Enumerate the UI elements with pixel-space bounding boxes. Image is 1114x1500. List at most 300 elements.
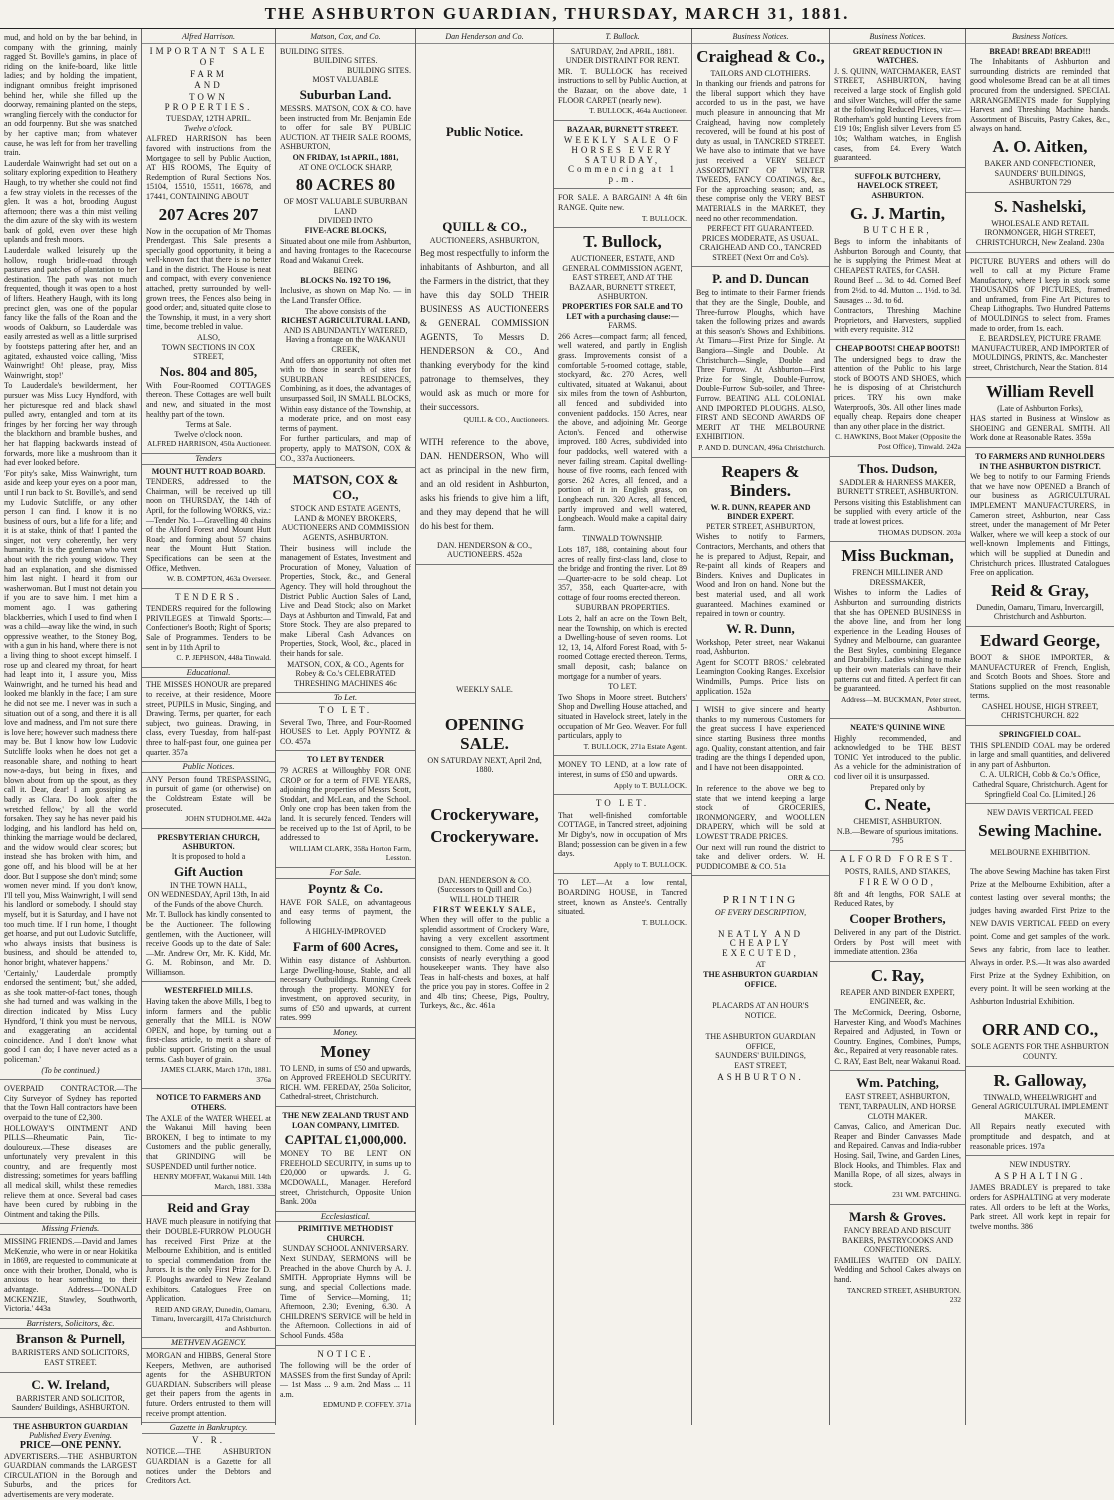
- dudson-subtitle: SADDLER & HARNESS MAKER, BURNETT STREET, ASHBURTON.: [836, 477, 959, 497]
- nashelski-title: S. Nashelski,: [993, 196, 1087, 216]
- signature: T. BULLOCK.: [641, 213, 687, 223]
- craighead-signature: CRAIGHEAD AND CO., TANCRED STREET (Next Orr and Co's).: [699, 243, 822, 262]
- ray-title: C. Ray,: [870, 965, 925, 985]
- firm-name: C. W. Ireland,: [31, 1376, 110, 1392]
- church-title: PRESBYTERIAN CHURCH, ASHBURTON.: [157, 832, 260, 852]
- distraint-title: UNDER DISTRAINT FOR RENT.: [565, 56, 680, 66]
- acres-description: Now in the occupation of Mr Thomas Prendergast. This Sale presents a specially good opportunity, it being a well-known fact that there is no better Land in the district. The House is neat and compact, with every convenience attached, pretty surrounded by well-grown trees, the Fences also being in good order; and, situated quite close to the Township, it must, in a very short time, become trebled in value.: [146, 226, 271, 332]
- poyntz-title: Poyntz & Co.: [308, 880, 383, 896]
- divider: [416, 564, 553, 565]
- divider: [276, 1106, 415, 1107]
- asphalting-title: ASPHALTING.: [994, 1170, 1086, 1181]
- divider: [830, 541, 965, 542]
- divider: [554, 227, 691, 228]
- divider: [830, 456, 965, 457]
- farm-title: Farm of 600 Acres,: [292, 938, 399, 954]
- divider: [830, 1204, 965, 1205]
- public-notice-title: Public Notice.: [445, 123, 524, 139]
- prepared-label: Prepared only by: [870, 782, 925, 792]
- opening-date: ON SATURDAY NEXT, April 2nd, 1880.: [427, 755, 542, 775]
- divider: [830, 1070, 965, 1071]
- divider: [554, 188, 691, 189]
- notice-title: NOTICE.: [317, 1348, 374, 1359]
- sites-line: BUILDING SITES.: [347, 65, 411, 75]
- cooper-title: Cooper Brothers,: [849, 910, 946, 926]
- town-sections: TOWN SECTIONS IN COX STREET,: [161, 342, 256, 362]
- column-header: Business Notices.: [966, 32, 1114, 44]
- divider: [692, 700, 829, 701]
- farmers-body: We beg to notify to our Farming Friends that we have now OPENED a Branch of our business as AGRICULTURAL IMPLEMENT MANUFACTURERS, in Cameron street, Ashburton, near Cass street, under the management of Mr Peter Walker, where we will keep a stock of our well-known Implements and Fittings, which will be supplied at Dunedin and Christchurch prices. Illustrated Catalogues Free on application.: [970, 472, 1110, 578]
- craighead-body: In thanking our friends and patrons for the liberal support which they have accorded to us in the past, we have much pleasure in announcing that Mr Craighead, having now completely recovered, will be found at his post of duty as usual, in TANCRED STREET. We have also to intimate that we have just received a VERY SELECT ASSORTMENT OF WINTER TWEEDS, FANCY COATINGS, &c., For the approaching season; and, as these comprise only the VERY BEST MATERIALS in the MARKET, they need no other recommendation.: [696, 79, 825, 223]
- orr-notice: In reference to the above we beg to state that we intend keeping a large stock of GROCERIES, IRONMONGERY, and WOOLLEN DRAPERY, which will be sold at LOWEST TRADE PRICES.: [696, 784, 825, 841]
- alford-title: ALFORD FOREST.: [839, 853, 956, 864]
- sale-body: ALFRED HARRISON has been favored with instructions from the Mortgagee to sell by Public Auction, AT HIS ROOMS, The Equity of Redemption of Rural Sections Nos. 15104, 15510, 15511, 16678, and 17441, CONTAINING ABOUT: [146, 134, 271, 201]
- divider: [966, 803, 1114, 804]
- bullock-subtitle: AUCTIONEER, ESTATE, AND GENERAL COMMISSION AGENT, EAST STREET, AND AT THE BAZAAR, BURNETT STREET, ASHBURTON.: [562, 254, 683, 302]
- column-header: Matson, Cox, and Co.: [276, 32, 415, 44]
- sale-heading: TOWN PROPERTIES.: [164, 91, 253, 112]
- meat-note: Contractors, Threshing Machine Proprietors, and Harvesters, supplied with every requisite. 312: [834, 306, 961, 335]
- chemist-label: CHEMIST, ASHBURTON.: [853, 817, 942, 827]
- signature: REID AND GRAY, Dunedin, Oamaru, Timaru, Invercargill, 417a Christchurch and Ashburton.: [151, 1304, 271, 1333]
- divider: [276, 1345, 415, 1346]
- column-header: Dan Henderson and Co.: [416, 32, 553, 44]
- cooper-body: Delivered in any part of the District. Orders by Post will meet with immediate attention. 236a: [834, 927, 961, 957]
- divided-label: DIVIDED INTO: [318, 216, 373, 226]
- tenders-title: TENDERS.: [175, 591, 242, 602]
- fit-guarantee: PERFECT FIT GUARANTEED.: [707, 224, 814, 234]
- dan-henderson-name: DAN. HENDERSON & CO. (Successors to Quill and Co.): [437, 875, 532, 895]
- story-paragraph: mud, and hold on by the bar behind, in company with the grinning, mainly ragged St. Boville's gamins, in place of riding on the knife-board, like little ladies; and by holding the impatient, indignant omnibus freight imprisoned behind her, while she filled up the doorway, remaining planted on the steps, wrangling fiercely with the conductor for an odd fourpenny. But she was snatched by her captive man; from whatever cause, he was left for from her travelling train.: [4, 33, 137, 158]
- suburban-list: Lots 2, half an acre on the Town Belt, near the Township, on which is erected a Dwelling-house of seven rooms. Lot 12, 13, 14, Alford Forest Road, with 5-roomed Cottage erected thereon. Terms, small deposit, cash; balance on mortgage for a number of years.: [558, 614, 687, 681]
- divider: [554, 794, 691, 795]
- to-let-title: TO LET.: [318, 705, 373, 716]
- sale-time: AT ONE O'CLOCK SHARP,: [298, 162, 393, 172]
- trust-body: MONEY TO BE LENT ON FREEHOLD SECURITY, in sums up to £20,000 or upwards. J. G. MCDOWALL, Manager. Hereford street, Christchurch, Opposite Union Bank. 200a: [280, 1149, 411, 1207]
- divider: [830, 961, 965, 962]
- bradley-body: JAMES BRADLEY is prepared to take orders for ASPHALTING at very moderate rates. All orders to be left at the Works, Park street. All work kept in repair for twelve months. 386: [970, 1183, 1110, 1231]
- section-header: Money.: [276, 1027, 415, 1039]
- farms-list: 266 Acres—compact farm; all fenced, well watered, and partly in English grass. Improvements consist of a comfortable 5-roomed cottage, stable, stockyard, &c. 270 Acres, well cultivated, situated at Wakanui, about six miles from the town of Ashburton, all fenced and subdivided into convenient paddocks. 150 Acres, near the above, and adjoining Mr. George Acton's. Fenced and otherwise improved. 180 Acres, subdivided into four paddocks, well watered with a never failing stream. Capital dwelling-house of five rooms, each fenced with gorse. 262 Acres, all fenced, and a portion of it in English grass, on Longbeach run. 320 Acres, all fenced, partly improved and well watered, Longbeach. Would make a capital dairy farm.: [558, 331, 687, 533]
- capital-title: CAPITAL £1,000,000.: [284, 1132, 407, 1148]
- signature: T. BULLOCK, 464a Auctioneer.: [589, 106, 687, 116]
- coal-signature: C. A. ULRICH, Cobb & Co.'s Office, Cathedral Square, Christchurch. Agent for Springfield Coal Co. [Limited.] 26: [972, 770, 1108, 799]
- dunn-name: W. R. Dunn,: [726, 620, 795, 636]
- revell-title: William Revell: [986, 381, 1094, 401]
- dudson-body: Persons visiting this Establishment can be supplied with every article of the trade at lowest prices.: [834, 497, 961, 526]
- boots-body: The undersigned begs to draw the attention of the Public to his large stock of BOOTS AND SHOES, which he is disposing of at Christchurch prices. TRY his own make Waterproofs, 30s. All other lines made equally cheap. Repairs done cheaper than any other place in the district.: [834, 354, 961, 431]
- divider: [966, 192, 1114, 193]
- revell-subtitle: (Late of Ashburton Forks),: [997, 403, 1083, 413]
- to-let-label: TO LET.: [608, 682, 637, 692]
- column-matson-cox: [276, 29, 416, 1425]
- properties-title: PROPERTIES FOR SALE and TO LET with a purchasing clause:—: [562, 302, 683, 321]
- revell-body: HAS started in Business at Winslow as SHOEING and GENERAL SMITH. All Work done at Reasonable Rates. 359a: [970, 414, 1110, 443]
- martin-body: Begs to inform the inhabitants of Ashburton Borough and County, that he is supplying the Primest Meat at CHEAPEST RATES, for CASH.: [834, 237, 961, 275]
- section-header: METHVEN AGENCY.: [142, 1337, 275, 1349]
- road-board-body: TENDERS, addressed to the Chairman, will be received up till noon on THURSDAY, the 14th of April, for the following WORKS, viz.:—Tender No. 1—Gravelling 40 chains of the Alford Forest and Mount Hutt Road; and forming about 57 chains near the Mount Hutt Station. Specifications can be seen at the Office, Methven.: [146, 477, 271, 573]
- farms-label: FARMS.: [608, 321, 637, 331]
- will-hold-label: WILL HOLD THEIR: [449, 894, 520, 904]
- george-body: BOOT & SHOE IMPORTER, & MANUFACTURER of French, English, and Scotch Boots and Shoes. Store and Stations supplied on the most reasonable terms.: [970, 652, 1110, 701]
- frontage-label: Having a frontage on the WAKANUI CREEK,: [285, 335, 406, 355]
- improved-label: A HIGHLY-IMPROVED: [305, 927, 386, 937]
- tenders-body: TENDERS required for the following PRIVILEGES at Tinwald Sports:—Confectioner's Booth; Right of Sports; Sale of Programmes. Tenders to be sent in by 11th April to: [146, 604, 271, 652]
- to-let-body: Several Two, Three, and Four-Roomed HOUSES to Let. Apply POYNTZ & CO. 457a: [280, 717, 411, 746]
- patching-title: Wm. Patching,: [856, 1075, 939, 1091]
- quill-subtitle: AUCTIONEERS, ASHBURTON,: [429, 235, 540, 245]
- column-business-notices-2: [830, 29, 966, 1425]
- column-alfred-harrison: [142, 29, 276, 1486]
- church-body: It is proposed to hold a: [171, 851, 246, 861]
- block-numbers: BLOCKS No. 192 TO 196,: [300, 275, 391, 285]
- first-weekly-sale: FIRST WEEKLY SALE,: [432, 904, 537, 914]
- firm-name: MATSON, COX & CO.,: [292, 472, 399, 503]
- signature: C. P. JEPHSON, 448a Tinwald.: [176, 653, 271, 663]
- davis-title: NEW DAVIS VERTICAL FEED: [986, 808, 1094, 818]
- masthead: THE ASHBURTON GUARDIAN, THURSDAY, MARCH 31, 1881.: [0, 0, 1114, 29]
- duncan-body: Beg to intimate to their Farmer friends that they are the Single, Double, and Three-furrow Ploughs, which have taken the following prizes and awards at this season's Shows and Exhibitions. At Timaru—First Prize for Single. At Bangiora—Single and Double. At Christchurch—Single, Double and Three Furrow. At Ashburton—First Prize for Single, Double-Furrow, Double-Furrow Sub-soiler, and Three-Furrow. BEATING ALL COLONIAL AND IMPORTED PLOUGHS. ALSO, FIRST AND SECOND AWARDS OF MERIT AT THE MELBOURNE EXHIBITION.: [696, 288, 825, 442]
- sewing-body: The above Sewing Machine has taken First Prize at the Melbourne Exhibition, after a contest lasting over several months; the judges having awarded First Prize to the NEW DAVIS VERTICAL FEED on every point. Come and get samples of the work. Sews any fabric, from lace to leather. Always in order. P.S.—It was also awarded First Prize at the Sydney Exhibition, on every point. It will be seen working at the Ashburton Industrial Exhibition.: [970, 867, 1110, 1007]
- paper-published: Published Every Evening.: [29, 1431, 112, 1441]
- guardian-office: THE ASHBURTON GUARDIAN OFFICE,: [705, 1032, 816, 1051]
- patching-subtitle: EAST STREET, ASHBURTON, TENT, TARPAULIN, AND HORSE CLOTH MAKER.: [839, 1092, 956, 1121]
- quill-body: Beg most respectfully to inform the inhabitants of Ashburton, and all the Farmers in the district, that they have this day SOLD THEIR BUSINESS AS AUCTIONEERS & GENERAL COMMISSION AGENTS, To Messrs D. HENDERSON & CO., And thanking everybody for the kind patronage to themselves, they would ask as much or more for their successors.: [420, 248, 549, 413]
- thanks-notice: I WISH to give sincere and hearty thanks to my numerous Customers for the great success I have experienced since starting Business three months ago. Quality, constant attention, and fair trading are the things I depended upon, and I have not been disappointed.: [696, 705, 825, 772]
- farmers-title: TO FARMERS AND RUNHOLDERS IN THE ASHBURTON DISTRICT.: [975, 452, 1105, 471]
- signature: C. HAWKINS, Boot Maker (Opposite the Post Office), Tinwald. 242a: [835, 432, 961, 451]
- suburban-land-title: Suburban Land.: [299, 86, 392, 102]
- advertisers-notice: ADVERTISERS.—THE ASHBURTON GUARDIAN commands the LARGEST CIRCULATION in the Borough and Suburbs, and the prices for advertisements are very moderate.: [4, 1451, 137, 1499]
- to-let-body: Two Shops in Moore street. Butchers' Shop and Dwelling House attached, and situated in Havelock street, lately in the occupation of Mr Geo. Weaver. For full particulars, apply to: [558, 692, 687, 741]
- ray-signature: C. RAY, East Belt, near Wakanui Road.: [834, 1056, 961, 1066]
- firm-body: Their business will include the management of Estates, Investment and Procuration of Money, Valuation of Properties, Stock, &c., and General Agency. They will hold throughout the District Public Auction Sales of Land, Live and Dead Stock; also on Market Days at Ashburton and Tinwald, Fat and Store Stock. They are also prepared to make Liberal Cash Advances on Properties, Stock, Wool, &c., placed in their hands for sale.: [280, 543, 411, 659]
- divider: [0, 1079, 141, 1080]
- divider: [966, 447, 1114, 448]
- column-header: Business Notices.: [692, 32, 829, 44]
- divider: [554, 755, 691, 756]
- reid-gray-title: Reid and Gray: [167, 1200, 250, 1216]
- signature: JOHN STUDHOLME. 442a: [185, 814, 271, 824]
- signature: Address—M. BUCKMAN, Peter street, Ashburton.: [841, 694, 961, 714]
- divider: [142, 981, 275, 982]
- george-signature: CASHEL HOUSE, HIGH STREET, CHRISTCHURCH. 822: [981, 701, 1099, 721]
- anniversary-title: SUNDAY SCHOOL ANNIVERSARY.: [282, 1243, 409, 1253]
- east-street-label: EAST STREET,: [734, 1061, 787, 1071]
- placards-label: PLACARDS AT AN HOUR'S NOTICE.: [712, 1001, 809, 1020]
- suffolk-title: SUFFOLK BUTCHERY, HAVELOCK STREET, ASHBURTON.: [854, 171, 941, 200]
- section-header: Barristers, Solicitors, &c.: [0, 1318, 141, 1330]
- martin-title: G. J. Martin,: [850, 203, 945, 223]
- firewood-title: FIREWOOD,: [859, 877, 936, 888]
- column-business-notices-1: [692, 29, 830, 1425]
- divider: [142, 828, 275, 829]
- sale-time: Twelve o'clock.: [184, 123, 233, 133]
- first-sale-body: When they will offer to the public a splendid assortment of Crockery Ware, having a very excellent assortment consigned to them. Come and see it. It consists of nearly everything a good housekeeper wants. They have also Teas in half-chests and boxes, at half the price you pay in stores. Coffee in 2 and 4lb tins; Cheese, Pigs, Poultry, Turkeys, &c., &c. 461a: [420, 915, 549, 1011]
- signature: P. AND D. DUNCAN, 496a Christchurch.: [698, 442, 825, 452]
- news-item: HOLLOWAY'S OINTMENT AND PILLS—Rheumatic Pain, Tic-douloureux.—These diseases are unfortunately very prevalent in this country, and are frequently most distressing; sometimes for years baffling all medical skill, whilst these remedies relieve them at once. Several bad cases have been cured by rubbing in the Ointment and taking the Pills.: [4, 1123, 137, 1219]
- dunn-heading: W. R. DUNN, REAPER AND BINDER EXPERT.: [710, 502, 811, 522]
- ray-body: The McCormick, Deering, Osborne, Harvester King, and Wood's Machines Repaired and Adjusted, in Town or Country. Engines, Combines, Pumps, &c., Repaired at very reasonable rates.: [834, 1007, 961, 1056]
- sale-heading: IMPORTANT SALE: [149, 45, 268, 56]
- signature: TANCRED STREET, ASHBURTON. 232: [846, 1285, 961, 1305]
- trust-title: THE NEW ZEALAND TRUST AND LOAN COMPANY, LIMITED.: [282, 1111, 409, 1130]
- dudson-title: Thos. Dudson,: [857, 460, 938, 476]
- aitken-title: A. O. Aitken,: [992, 136, 1088, 156]
- section-numbers: Nos. 804 and 805,: [159, 363, 258, 379]
- craighead-subtitle: TAILORS AND CLOTHIERS.: [710, 68, 811, 78]
- section-header: Gazette in Bankruptcy.: [142, 1422, 275, 1434]
- galloway-title: R. Galloway,: [993, 1070, 1087, 1090]
- butcher-label: BUTCHER,: [863, 224, 932, 235]
- divider: [830, 718, 965, 719]
- sites-line: BUILDING SITES.: [313, 56, 378, 66]
- divider: [692, 266, 829, 267]
- dunn-workshop: Workshop, Peter street, near Wakanui road, Ashburton.: [696, 637, 825, 657]
- divider: [966, 725, 1114, 726]
- divider: [142, 1088, 275, 1089]
- being-label: BEING: [333, 266, 358, 276]
- divider: [142, 588, 275, 589]
- divider: [692, 875, 829, 876]
- meat-prices: Round Beef ... 3d. to 4d. Corned Beef from 2½d. to 4d. Mutton ... 1½d. to 3d. Sausages ... 3d. to 6d.: [834, 276, 961, 305]
- to-let-title: TO LET.: [595, 798, 650, 809]
- signature: W. B. COMPTON, 463a Overseer.: [166, 574, 271, 584]
- also-label: ALSO,: [197, 333, 220, 343]
- trespass-notice: ANY Person found TRESPASSING, in pursuit of game (or otherwise) on the Coldstream Estate will be prosecuted.: [146, 774, 271, 813]
- column-header: Alfred Harrison.: [142, 32, 275, 44]
- groves-title: Marsh & Groves.: [849, 1209, 946, 1224]
- aitken-subtitle: BAKER AND CONFECTIONER, SAUNDERS' BUILDINGS, ASHBURTON 729: [984, 158, 1096, 188]
- divider: [142, 1195, 275, 1196]
- continued-note: (To be continued.): [41, 1065, 100, 1075]
- divider: [0, 1372, 141, 1373]
- consists-label: The above consists of the: [304, 306, 387, 316]
- picture-body: PICTURE BUYERS and others will do well to call at my Picture Frame Manufactory, where I keep in stock some THOUSANDS OF PICTURES, framed and unframed, from Fine Art Pictures to Cheap Lithographs. Two Hundred Patterns of MOULDINGS to select from. Frames made to order, from 1s. each.: [970, 256, 1110, 333]
- reid-gray-subtitle: Dunedin, Oamaru, Timaru, Invercargill, Christchurch and Ashburton.: [976, 602, 1104, 622]
- sale-date: ON FRIDAY, 1st APRIL, 1881,: [292, 152, 399, 162]
- divider: [830, 850, 965, 851]
- signature: THOMAS DUDSON. 203a: [877, 527, 961, 537]
- divider: [830, 167, 965, 168]
- firm-subtitle: BARRISTERS AND SOLICITORS, EAST STREET.: [11, 1348, 130, 1367]
- paper-name: THE ASHBURTON GUARDIAN: [13, 1421, 128, 1431]
- beardsley-signature: E. BEARDSLEY, PICTURE FRAME MANUFACTURER, AND IMPORTER of MOULDINGS, PRINTS, &c. Manchester street, Christchurch, Near the Station. 814: [971, 334, 1109, 373]
- divider: [830, 339, 965, 340]
- beware-note: N.B.—Beware of spurious imitations. 795: [836, 826, 959, 846]
- coal-title: SPRINGFIELD COAL.: [999, 730, 1081, 740]
- section-header: Public Notices.: [142, 761, 275, 773]
- story-paragraph: 'For pity's sake, Miss Wainwright, turn aside and keep your eyes on a poor man, until I run back to St. Boville's, and send my Ludovic Sutcliffe, or any other person I can find. I know it is no business of ours, but a life for a life; and it is at stake, think of that! I panted the singer, not very coherently, her very humanity. 'It is the gentleman who went about with the rich young widow. They had an explanation, and she dismissed him last night. I heard it from our washerwoman. But I must not detain you if you are to save him. I met him a moment ago. I was gathering blackberries, which I used to find when I was a child—away like the wind, in such oppressive weather, to the Stoney Bog, with a gun in his hand, where there is not a living thing to shoot except himself. I rose up and cleared my throat, for heart had leapt into it, I assure you, Miss Wainwright, and he turned his head and looked me blankly in the face; I am sure he did not see me. I never was in such a situation out of a song, and there it is all love and madness, and I'm not sure there is love here; however such madness there may be. But I know how low Ludovic Sutcliffe looks when he does not get a reasonable share, and nothing to heart now-a-days, but being in fixes, and blown about from up the spout, as they call it. Dear, dear! I am gossiping as badly as Clara. Do look after the wretched fellow,' by all the world forsaken. They say he has never paid his lodging, and his landlord has held on, thinking the marriage would be declared, and the widow would clear scores; but instead she has broken with him, and gone off, and his blood will be at her door. But I suppose she don't mind; some women never mind. If you don't know, I'll tell you, Miss Wainwright, I will send his landlord or somebody. I should stay myself, but it is Saturday, and I have not too much time. If I run home, I thought get hoarse, and put out Ludovic Sutcliffe, who always insists that business is business, and should be attended to, honor bright, whatever happens.': [4, 468, 137, 967]
- reference-body: WITH reference to the above, DAN. HENDERSON, Who will act as principal in the new firm, and an old resident in Ashburton, asks his friends to give him a lift, and they may depend that he will do his best for them.: [420, 436, 549, 531]
- bargain-notice: FOR SALE. A BARGAIN! A 4ft 6in RANGE. Quite new.: [558, 193, 687, 212]
- column-header: T. Bullock.: [554, 32, 691, 44]
- quinine-title: NEATE'S QUININE WINE: [850, 723, 945, 733]
- most-valuable: MOST VALUABLE: [312, 75, 379, 85]
- weekly-sale: WEEKLY SALE.: [456, 684, 513, 694]
- firm-signature: MATSON, COX, & CO., Agents for Robey & Co.'s CELEBRATED THRESHING MACHINES 46c: [287, 659, 404, 688]
- column-dan-henderson: [416, 29, 554, 1425]
- weekly-horse-sale: WEEKLY SALE OF HORSES EVERY SATURDAY, Commencing at 1 p.m.: [563, 135, 682, 184]
- signature: 231 WM. PATCHING.: [892, 1190, 961, 1200]
- column-header: Business Notices.: [830, 32, 965, 44]
- boarding-house-notice: TO LET—At a low rental, BOARDING HOUSE, in Tancred street, known as Anstee's. Centrally situated.: [558, 878, 687, 917]
- township-list: Lots 187, 188, containing about four acres of really first-class land, close to the bridge and fronting the river. Lot 89—Quarter-acre to be sold cheap. Lot 357, 358, each Quarter-acre, with cottage of four rooms erected thereon.: [558, 544, 687, 602]
- sale-date: SATURDAY, 2nd APRIL, 1881.: [570, 46, 675, 56]
- section-header: Educational.: [142, 667, 275, 679]
- quinn-body: J. S. QUINN, WATCHMAKER, EAST STREET, ASHBURTON, having received a large stock of English gold and silver Watches, will offer the same at the following Reduced Prices, viz:—Rotherham's gold hunting Levers from £19 10s; English silver Levers from £5 10s; Waltham watches, in English cases, from £4. Every Watch guaranteed.: [834, 66, 961, 163]
- firm-subtitle: STOCK AND ESTATE AGENTS, LAND & MONEY BROKERS, AUCTIONEERS AND COMMISSION AGENTS, ASHBURTON.: [281, 504, 410, 542]
- craighead-title: Craighead & Co.,: [696, 46, 825, 66]
- boots-title: CHEAP BOOTS! CHEAP BOOTS!!: [835, 344, 960, 354]
- divider: [276, 750, 415, 751]
- royal-cipher: V. R.: [191, 1434, 226, 1445]
- bread-body: The Inhabitants of Ashburton and surrounding districts are reminded that good wholesome Bread can be at all times procured from the undersigned. SPECIAL ARRANGEMENTS made for Supplying Harvest and Threshing Machine hands. Assortment of Biscuits, Pastry Cakes, &c., always on hand.: [970, 57, 1110, 134]
- tender-title: TO LET BY TENDER: [306, 755, 385, 765]
- ray-subtitle: REAPER AND BINDER EXPERT, ENGINEER, &c.: [840, 987, 955, 1007]
- column-t-bullock: [554, 29, 692, 1425]
- bullock-title: T. Bullock,: [583, 232, 662, 252]
- industry-label: NEW INDUSTRY.: [1009, 1160, 1071, 1170]
- prices-label: PRICES MODERATE, AS USUAL.: [701, 233, 820, 243]
- column-serial: [0, 29, 142, 1499]
- buckman-subtitle: FRENCH MILLINER AND DRESSMAKER,: [852, 568, 943, 587]
- neatly-label: NEATLY AND CHEAPLY EXECUTED,: [717, 928, 803, 958]
- signature: WILLIAM CLARK, 358a Horton Farm, Lesston.: [289, 843, 411, 863]
- columns: [0, 29, 1114, 1499]
- methven-body: MORGAN and HIBBS, General Store Keepers, Methven, are authorised agents for the ASHBURTON GUARDIAN. Subscribers will please get their papers from the agents in future. Orders entrusted to them will receive prompt attention.: [146, 1351, 271, 1418]
- crockery-title: Crockeryware.: [430, 826, 539, 846]
- dunn-body: Wishes to notify to Farmers, Contractors, Merchants, and others that he is prepared to Adjust, Repair, and Re-paint all kinds of Reapers and Binders. Knives and Duplicates in Wood and Iron on hand. None but the best material used, and all work guaranteed. Machines examined or repaired in town or country.: [696, 532, 825, 619]
- sale-heading: FARM: [190, 68, 227, 79]
- divider: [554, 873, 691, 874]
- gift-body: Mr. T. Bullock has kindly consented to be the Auctioneer. The following gentlemen, with the Auctioneer, will receive Goods up to the date of Sale:—Mr. Andrew Orr, Mr. K. Kidd, Mr. G. M. Robinson, and Mr. D. Williamson.: [146, 910, 271, 977]
- sale-body: MESSRS. MATSON, COX & CO. have been instructed from Mr. Benjamin Ede to offer for sale BY PUBLIC AUCTION. AT THEIR SALE ROOMS, ASHBURTON,: [280, 103, 411, 152]
- crockery-title: Crockeryware,: [430, 804, 539, 824]
- buckman-body: Wishes to inform the Ladies of Ashburton and surrounding districts that she has OPENED BUSINESS in the above line, and from her long experience in the Leading Houses of Sydney and Melbourne, can guarantee the Best Styles, combining Elegance and Durability. Ladies wishing to make up their own materials can have their patterns cut and fitted. A perfect fit can be guaranteed.: [834, 588, 961, 694]
- money-title: Money: [320, 1041, 371, 1061]
- sale-date: TUESDAY, 12TH APRIL.: [166, 114, 251, 124]
- road-board-title: MOUNT HUTT ROAD BOARD.: [151, 466, 266, 476]
- offers-text: And offers an opportunity not often met with to those in search of sites for SUBURBAN RESIDENCES, Combining, as it does, the advantages of unsurpassed Soil, IN SMALL BLOCKS,: [280, 355, 411, 403]
- quill-title: QUILL & CO.,: [442, 218, 527, 234]
- news-item: OVERPAID CONTRACTOR.—The City Surveyor of Sydney has reported that the Town Hall contractors have been overpaid to the tune of £2,300.: [4, 1084, 137, 1122]
- mills-body: Having taken the above Mills, I beg to inform farmers and the public generally that the MILL is NOW OPEN, and hope, by turning out a first-class article, to merit a share of public support. Gristing on the usual terms. Cash buyer of grain.: [146, 997, 271, 1064]
- bazaar-title: BAZAAR, BURNETT STREET.: [566, 124, 679, 134]
- divider: [966, 377, 1114, 378]
- acres-heading: 207 Acres 207: [158, 204, 259, 224]
- divider: [554, 120, 691, 121]
- at-label: AT: [755, 960, 766, 970]
- neate-title: C. Neate,: [864, 795, 931, 815]
- buckman-title: Miss Buckman,: [841, 546, 954, 566]
- suburban-label: SUBURBAN PROPERTIES.: [575, 603, 670, 613]
- section-header: To Let.: [276, 692, 415, 704]
- signature: Apply to T. BULLOCK.: [613, 859, 687, 869]
- sites-line: BUILDING SITES.: [280, 46, 344, 56]
- signature: HENRY MOFFAT, Wakanui Mill. 14th March, 1881. 338a: [153, 1172, 271, 1191]
- divider: [966, 626, 1114, 627]
- farmers-body: The AXLE of the WATER WHEEL at the Wakanui Mill having been BROKEN, I beg to intimate to my Customers and the public generally, that GRINDING will be SUSPENDED until further notice.: [146, 1113, 271, 1171]
- printing-subtitle: OF EVERY DESCRIPTION,: [714, 907, 807, 917]
- reid-gray-body: HAVE much pleasure in notifying that their DOUBLE-FURROW PLOUGH has received First Prize at the Melbourne Exhibition, and is entitled to special commendation from the Jurors. It is the only First Prize for D. F. Ploughs awarded to New Zealand exhibitors. Catalogues Free on Application.: [146, 1217, 271, 1304]
- saunders-label: SAUNDERS' BUILDINGS,: [715, 1051, 806, 1061]
- distraint-body: MR. T. BULLOCK has received instructions to sell by Public Auction, at the Bazaar, on the above date, 1 FLOOR CARPET (nearly new).: [558, 66, 687, 105]
- gift-location: IN THE TOWN HALL,: [170, 880, 247, 890]
- orr-signature: Our next will run round the district to take and deliver orders. W. H. PUDDICOMBE & CO. 51a: [696, 842, 825, 871]
- money-body: TO LEND, in sums of £50 and upwards, on Approved FREEHOLD SECURITY. RICH. WM. FEREDAY, 250a Solicitor, Cathedral-street, Christchurch.: [280, 1063, 411, 1102]
- quinine-body: Highly recommended, and acknowledged to be THE BEST TONIC Yet introduced to the public. As a vehicle for the administration of cod liver oil it is unsurpassed.: [834, 733, 961, 781]
- tender-body: 79 ACRES at Willoughby FOR ONE CROP or for a term of FIVE YEARS, adjoining the properties of Messrs Scott, Stoddart, and McLean, and the School. Only one crop has been taken from the land. It is securely fenced. Tenders will be received up to the 1st of April, to be addressed to: [280, 766, 411, 843]
- divider: [276, 467, 415, 468]
- block-description: Inclusive, as shown on Map No. — in the Land Transfer Office.: [280, 286, 411, 306]
- dunn-agent: Agent for SCOTT BROS.' celebrated Leamington Cooking Ranges. Excelsior Windmills, Pumps. Price lists on application. 152a: [696, 657, 825, 696]
- story-paragraph: Lauderdale Wainwright had set out on a solitary exploring expedition to Heathery Haugh, to try whether she could not find a few stray violets in the recesses of the glen. It was a hot, brooding August afternoon; there was a thin mist veiling the dim azure of the sky with its western bank of gold, even over these high uplands and fresh moors.: [4, 158, 137, 245]
- firm-name: Branson & Purnell,: [16, 1331, 125, 1347]
- gift-date: ON WEDNESDAY, April 13th, In aid of the Funds of the above Church.: [147, 890, 270, 909]
- story-paragraph: Lauderdale walked leisurely up the hollow, rough bridle-road through pastures and patches of plantation to her destination. The path was not much frequented, though it was open to a host of lifters. Heathery Haugh, with its long precinct glen, was one of the popular fancy like the falls of the Roan and the woods of Oakburn, so Lauderdale was easily arrested as well as a little surprised by footsteps pattering after her, and an agitated, exhausted voice calling, 'Miss Wainwright! Oh! please, pray, Miss Wainwright, stop!': [4, 246, 137, 380]
- gift-auction-title: Gift Auction: [174, 863, 243, 879]
- reapers-title: Reapers & Binders.: [721, 461, 800, 500]
- bread-title: BREAD! BREAD! BREAD!!!: [989, 46, 1091, 56]
- divider: [966, 1155, 1114, 1156]
- sale-heading: AND: [194, 80, 223, 91]
- reduction-title: GREAT REDUCTION IN WATCHES.: [852, 46, 943, 66]
- money-notice: MONEY TO LEND, at a low rate of interest, in sums of £50 and upwards.: [558, 760, 687, 779]
- section-header: For Sale.: [276, 867, 415, 879]
- township-label: TINWALD TOWNSHIP.: [582, 534, 663, 544]
- story-paragraph: 'Certainly,' Lauderdale promptly endorsed the sentiment; 'but,' she added, as she took matter-of-fact tones, though she had turned and was walking in the direction indicated by Miss Lucy Hyndford, 'I think you must be nervous, and exaggerating an accidental coincidence. And I don't know what good I can do; I have never acted as a policeman.': [4, 968, 137, 1064]
- missing-notice: MISSING FRIENDS.—David and James McKenzie, who were in or near Hokitika in 1869, are requested to communicate at once with their brother, Donald, who is anxious to hear something to their advantage. Address—'DONALD MCKENZIE, Stawley, Southworth, Victoria.' 443a: [4, 1237, 137, 1314]
- groves-subtitle: FANCY BREAD AND BISCUIT BAKERS, PASTRYCOOKS AND CONFECTIONERS.: [841, 1226, 954, 1255]
- dunn-address: PETER STREET, ASHBURTON,: [705, 521, 815, 531]
- sale-heading: OF: [199, 57, 218, 68]
- methodist-title: PRIMITIVE METHODIST CHURCH.: [297, 1224, 394, 1243]
- farm-description: Within easy distance of Ashburton. Large Dwelling-house, Stable, and all necessary Outbuildings. Running Creek through the property. MONEY for investment, on approved security, in sums of £50 and upwards, at current rates. 999: [280, 955, 411, 1023]
- sewing-machine-title: Sewing Machine.: [978, 820, 1102, 840]
- watered-label: AND IS ABUNDANTLY WATERED,: [283, 325, 408, 335]
- posts-label: POSTS, RAILS, AND STAKES,: [844, 866, 951, 876]
- george-title: Edward George,: [980, 630, 1100, 650]
- paper-price: PRICE—ONE PENNY.: [19, 1439, 122, 1451]
- mills-title: WESTERFIELD MILLS.: [164, 986, 253, 996]
- coal-body: THIS SPLENDID COAL may be ordered in large and small quantities, and delivered in any part of Ashburton.: [970, 740, 1110, 769]
- acres-heading: 80 ACRES 80: [295, 175, 396, 195]
- land-description: OF MOST VALUABLE SUBURBAN LAND: [283, 197, 408, 216]
- signature: JAMES CLARK, March 17th, 1881. 376a: [160, 1065, 271, 1084]
- farmers-title: NOTICE TO FARMERS AND OTHERS.: [156, 1093, 261, 1112]
- divider: [0, 1417, 141, 1418]
- divider: [966, 1066, 1114, 1067]
- section-header: Tenders: [142, 453, 275, 465]
- town-label: ASHBURTON.: [717, 1071, 804, 1082]
- galloway-body: All Repairs neatly executed with promptitude and despatch, and at reasonable prices. 197a: [970, 1122, 1110, 1151]
- orr-title: ORR AND CO.,: [981, 1020, 1099, 1040]
- printing-title: PRINTING: [722, 894, 799, 907]
- guardian-office: THE ASHBURTON GUARDIAN OFFICE.: [703, 969, 818, 989]
- orr-subtitle: SOLE AGENTS FOR THE ASHBURTON COUNTY.: [971, 1042, 1109, 1061]
- reid-gray-title: Reid & Gray,: [991, 580, 1089, 600]
- richest-land: RICHEST AGRICULTURAL LAND,: [281, 316, 410, 326]
- patching-body: Canvas, Calico, and American Duc. Reaper and Binder Canvasses Made and Repaired. Canvas and India-rubber Hosing. Sail, Twine, and Garden Lines, Block Hooks, and Thimbles. Flax and Manilla Rope, of all sizes, always in stock.: [834, 1122, 961, 1189]
- groves-body: FAMILIES WAITED ON DAILY. Wedding and School Cakes always on hand.: [834, 1255, 961, 1284]
- particulars-text: For further particulars, and map of property, apply to MATSON, COX & CO., 337a Auctioneers.: [280, 434, 411, 463]
- notice-body: The following will be the order of MASSES from the first Sunday of April:— 1st Mass ... 9 a.m. 2nd Mass ... 11 a.m.: [280, 1361, 411, 1399]
- section-header: Missing Friends.: [0, 1223, 141, 1235]
- signature: ALFRED HARRISON, 450a Auctioneer.: [147, 439, 271, 449]
- within-text: Within easy distance of the Township, at a moderate price, and on most easy terms of payment.: [280, 404, 411, 433]
- signature: ORR & CO.: [787, 773, 825, 783]
